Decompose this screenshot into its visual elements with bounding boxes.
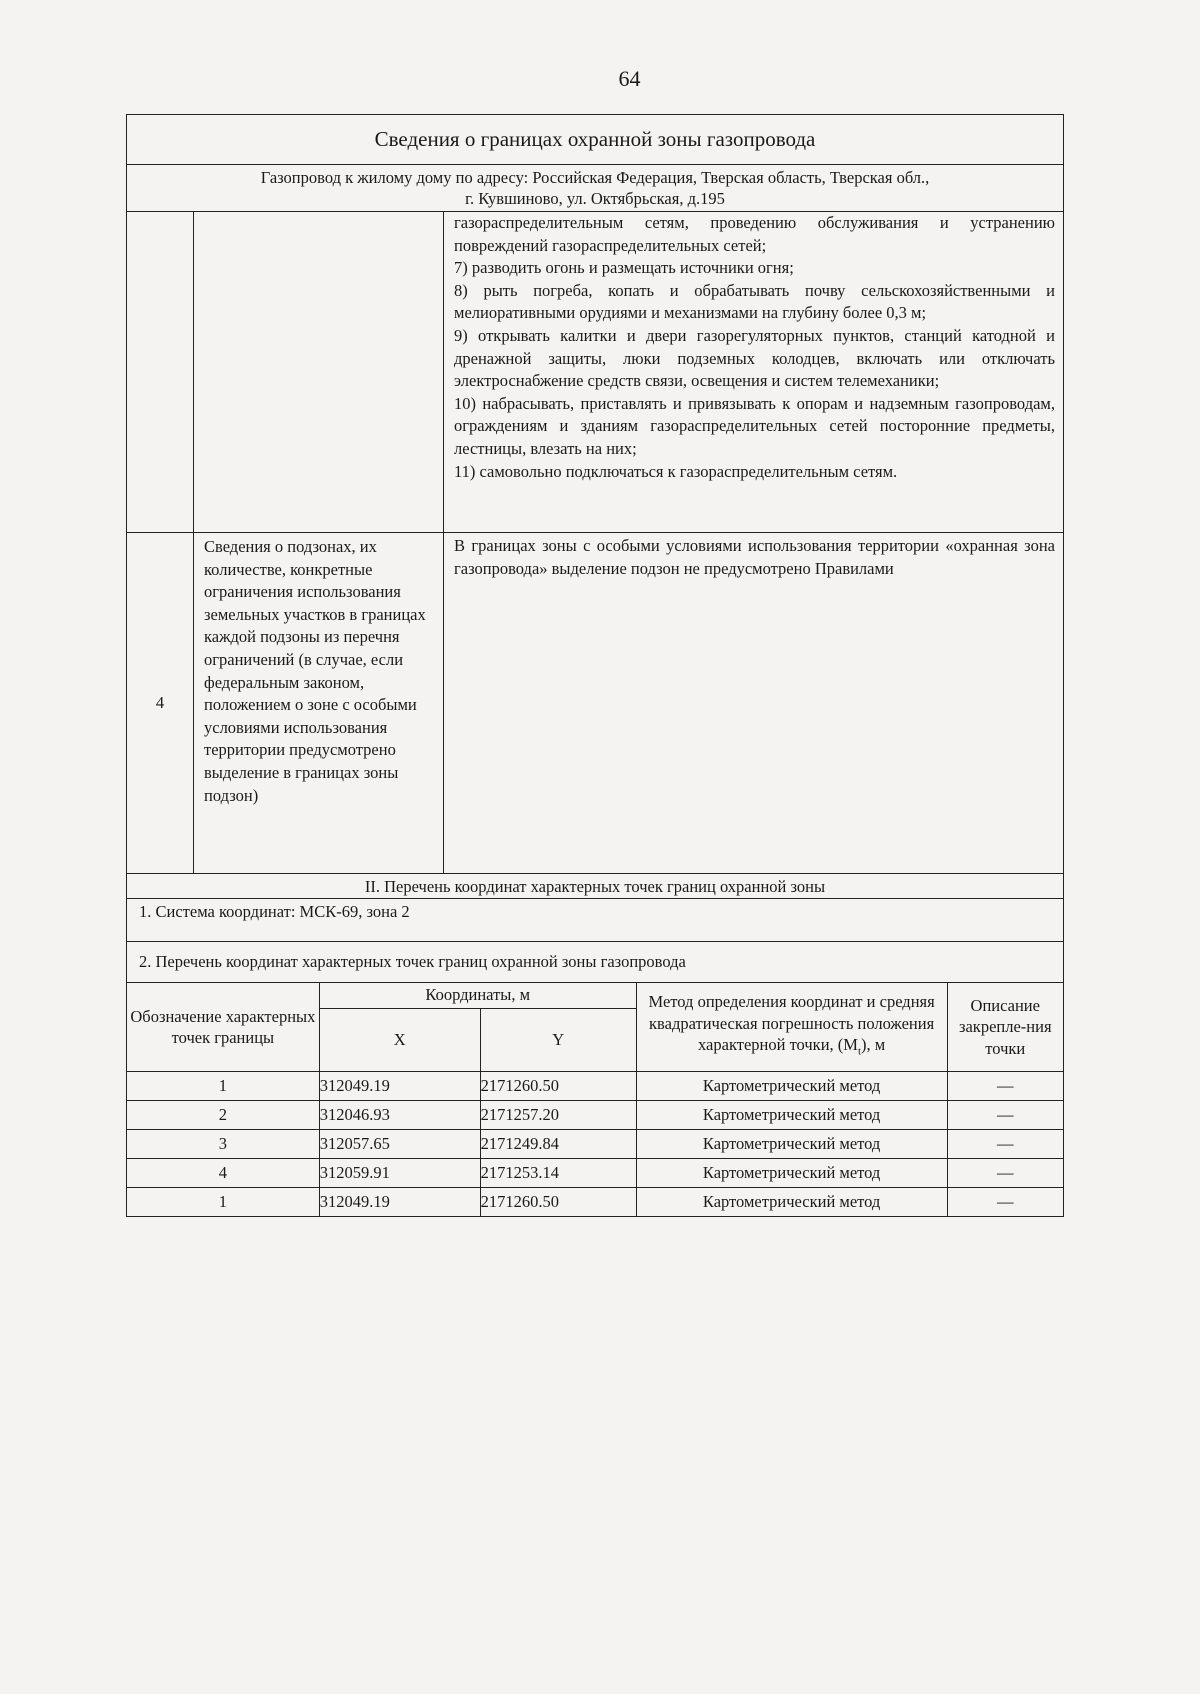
point-y: 2171260.50 [480,1072,636,1101]
point-x: 312046.93 [319,1101,480,1130]
point-method: Картометрический метод [636,1072,947,1101]
point-number: 4 [127,1159,319,1188]
coordinates-table-wrap [127,983,1063,1216]
restriction-8: 8) рыть погреба, копать и обрабатывать почву сельскохозяйственными и мелиоративными орудиями и механизмами на глубину более 0,3 м; [454,280,1055,323]
restriction-cont: газораспределительным сетям, проведению обслуживания и устранению повреждений газораспределительных сетей; [454,213,1055,255]
point-method: Картометрический метод [636,1188,947,1217]
restriction-11: 11) самовольно подключаться к газораспределительным сетям. [454,461,898,481]
point-number: 2 [127,1101,319,1130]
point-number: 1 [127,1072,319,1101]
row-label-cell [194,212,444,532]
restrictions-text [444,212,1063,532]
row-number-cell [127,212,194,532]
section-2-title: II. Перечень координат характерных точек границ охранной зоны [127,874,1063,899]
table-row [127,1159,1063,1188]
point-number: 1 [127,1188,319,1217]
header-y: Y [480,1009,636,1072]
point-description: — [947,1101,1063,1130]
point-method: Картометрический метод [636,1130,947,1159]
table-row [127,1072,1063,1101]
restriction-7: 7) разводить огонь и размещать источники огня; [454,258,794,278]
point-method: Картометрический метод [636,1159,947,1188]
point-description: — [947,1130,1063,1159]
header-coordinates: Координаты, м [319,983,636,1009]
page-number: 64 [618,66,641,91]
point-x: 312049.19 [319,1188,480,1217]
point-y: 2171249.84 [480,1130,636,1159]
point-x: 312059.91 [319,1159,480,1188]
point-x: 312049.19 [319,1072,480,1101]
table-row [127,1101,1063,1130]
point-number: 3 [127,1130,319,1159]
point-y: 2171257.20 [480,1101,636,1130]
header-x: X [319,1009,480,1072]
point-description: — [947,1159,1063,1188]
header-description: Описание закрепле-ния точки [947,983,1063,1072]
point-x: 312057.65 [319,1130,480,1159]
restriction-10: 10) набрасывать, приставлять и привязывать к опорам и надземным газопроводам, ограждениям и зданиям газораспределительных сетей посторонние предметы, лестницы, влезать на них; [454,393,1055,458]
subtitle-line-2: г. Кувшиново, ул. Октябрьская, д.195 [465,189,725,208]
coordinate-system: 1. Система координат: МСК-69, зона 2 [127,899,1063,942]
subzones-value: В границах зоны с особыми условиями использования территории «охранная зона газопровода» выделение подзон не предусмотрено Правилами [454,536,1055,578]
document-table [126,114,1064,1217]
subzones-label: Сведения о подзонах, их количестве, конкретные ограничения использования земельных участков в границах каждой подзоны из перечня ограничений (в случае, если федеральным законом, положением о зоне с особыми условиями использования территории предусмотрено выделение в границах зоны подзон) [194,533,444,873]
table-row [127,1130,1063,1159]
doc-subtitle [127,165,1063,212]
table-row [127,1188,1063,1217]
header-designation: Обозначение характерных точек границы [127,983,319,1072]
subtitle-line-1: Газопровод к жилому дому по адресу: Российская Федерация, Тверская область, Тверская обл., [260,168,930,187]
restrictions-continuation-row [127,212,1063,533]
coordinates-table [127,983,1063,1216]
point-description: — [947,1188,1063,1217]
header-method: Метод определения координат и средняя квадратическая погрешность положения характерной точки, $(M_t)$, м [636,983,947,1072]
point-description: — [947,1072,1063,1101]
subzones-row [127,533,1063,874]
coordinates-list-title: 2. Перечень координат характерных точек границ охранной зоны газопровода [127,942,1063,983]
restriction-9: 9) открывать калитки и двери газорегуляторных пунктов, станций катодной и дренажной защиты, люки подземных колодцев, включать или отключать электроснабжение средств связи, освещения и систем телемеханики; [454,325,1055,391]
point-y: 2171260.50 [480,1188,636,1217]
point-y: 2171253.14 [480,1159,636,1188]
point-method: Картометрический метод [636,1101,947,1130]
doc-title: Сведения о границах охранной зоны газопровода [127,115,1063,165]
row-number: 4 [127,533,194,873]
